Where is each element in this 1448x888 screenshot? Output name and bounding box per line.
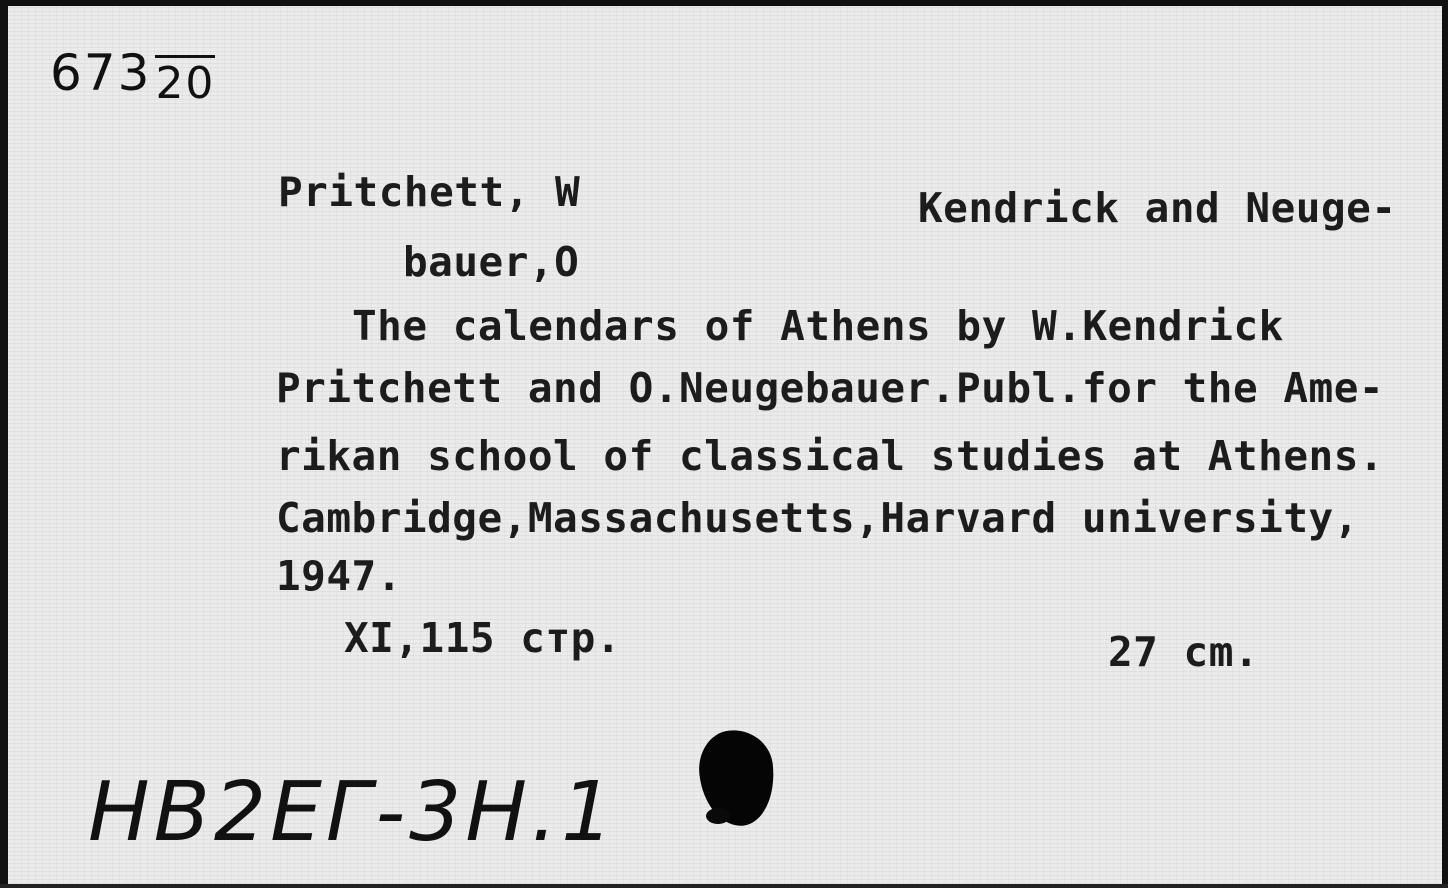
card-right-edge (1442, 0, 1448, 888)
pagination: XI,115 стр. (344, 614, 622, 662)
card-left-edge (0, 0, 8, 888)
title-line-1: The calendars of Athens by W.Kendrick (352, 302, 1284, 350)
year-line: 1947. (276, 552, 402, 600)
call-number (50, 44, 216, 109)
call-number-sub: 20 (155, 55, 215, 106)
author-line: Pritchett, W (278, 168, 581, 216)
title-line-3: rikan school of classical studies at Athens. (276, 432, 1385, 480)
call-number-main: 673 (50, 44, 152, 102)
imprint-line: Cambridge,Massachusetts,Harvard university, (276, 494, 1359, 542)
card-bottom-edge (0, 884, 1448, 888)
card-top-edge (0, 0, 1448, 6)
title-line-2: Pritchett and O.Neugebauer.Publ.for the Ame- (276, 364, 1385, 412)
ink-blot-tail (706, 808, 730, 824)
dimensions: 27 cm. (1108, 628, 1260, 676)
coauthor-line: Kendrick and Neuge- (918, 184, 1397, 232)
shelf-mark: НВ2ЕГ-3Н.1 (88, 765, 618, 860)
coauthor-continuation: bauer,O (403, 238, 580, 286)
